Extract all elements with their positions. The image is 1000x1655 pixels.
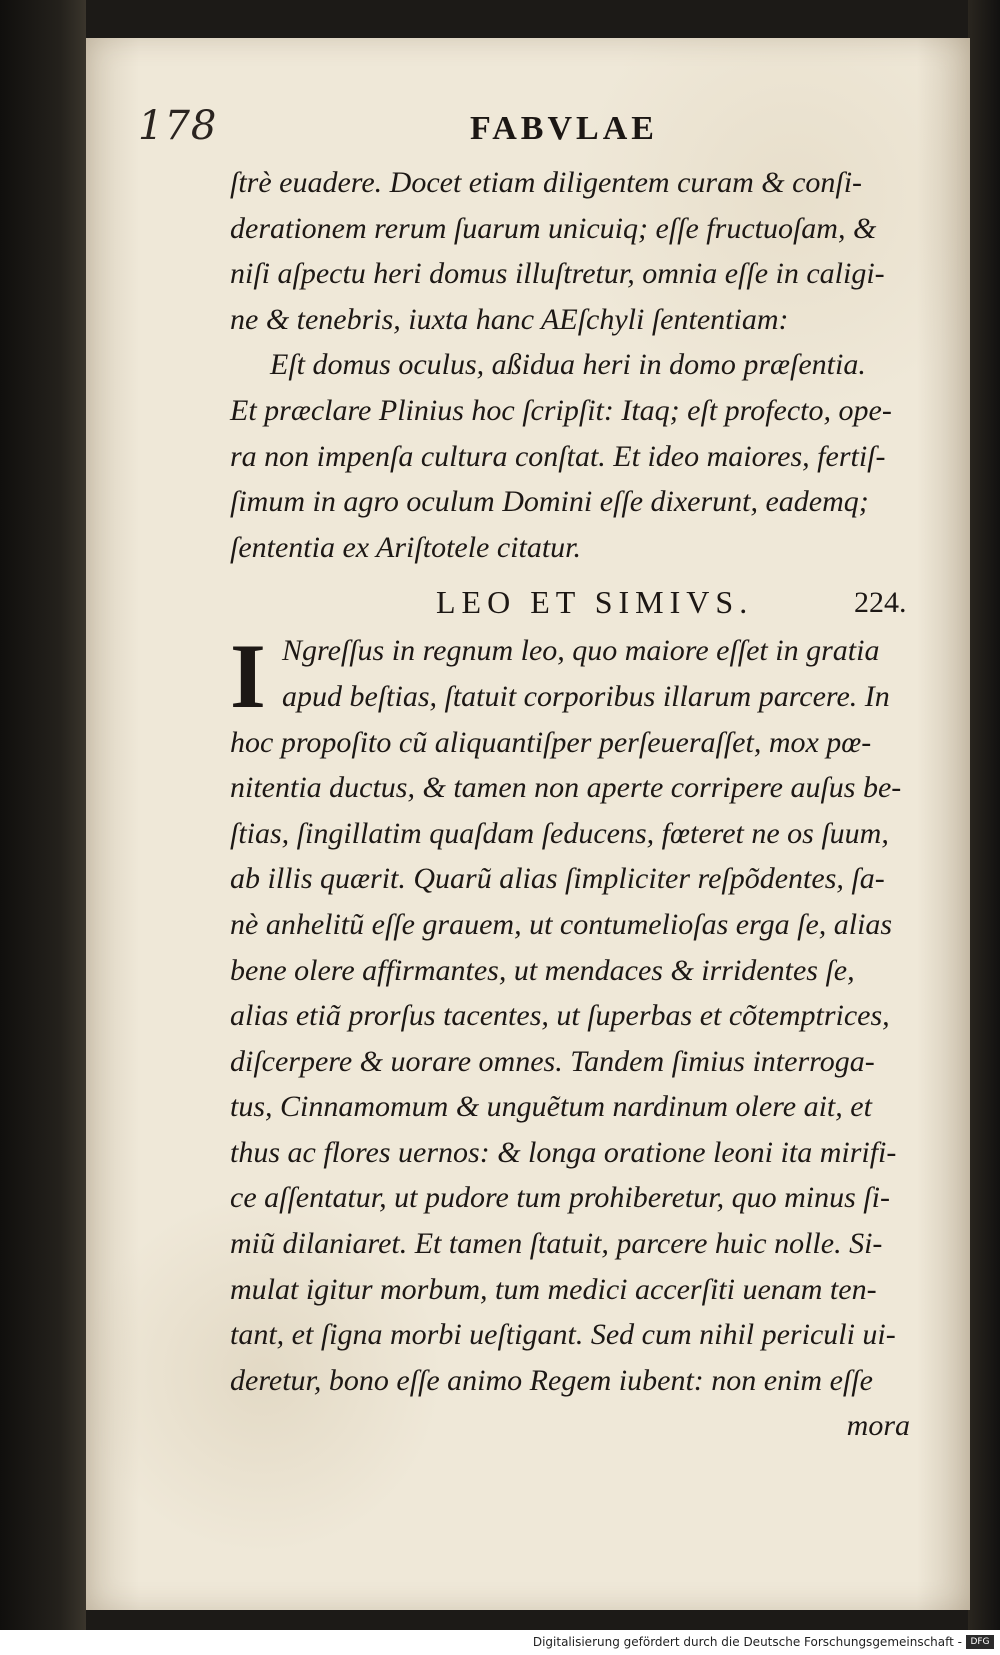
text-line: miũ dilaniaret. Et tamen ſtatuit, parcere huic nolle. Si- [230,1227,883,1261]
section-title: LEO ET SIMIVS. [436,584,754,621]
text-line: ſtias, ſingillatim quaſdam ſeducens, fœteret ne os ſuum, [230,816,889,850]
page-text [230,160,930,1449]
text-line: ſtrè euadere. Docet etiam diligentem curam & conſi- [230,166,863,199]
text-line: ſententia ex Ariſtotele citatur. [230,530,582,564]
catchword-row [230,1403,930,1449]
text-line: tus, Cinnamomum & unguẽtum nardinum olere ait, et [230,1090,872,1124]
text-line: ne & tenebris, iuxta hanc AEſchyli ſententiam: [230,302,789,336]
fable-number: 224. [854,586,907,620]
text-line: Ngreſſus in regnum leo, quo maiore eſſet in gratia [282,634,880,668]
text-line: hoc propoſito cũ aliquantiſper perſeueraſſet, mox pœ- [230,725,872,759]
catchword: mora [846,1409,910,1443]
drop-cap: I [230,625,266,728]
text-line: ce aſſentatur, ut pudore tum prohiberetur, quo minus ſi- [230,1181,890,1215]
text-line: deretur, bono eſſe animo Regem iubent: non enim eſſe [230,1363,873,1397]
text-line: tant, et ſigna morbi ueſtigant. Sed cum nihil periculi ui- [230,1318,896,1352]
text-line: bene olere affirmantes, ut mendaces & irridentes ſe, [230,953,855,987]
footer-credit: Digitalisierung gefördert durch die Deutsche Forschungsgemeinschaft - [532,1635,962,1649]
text-line: thus ac flores uernos: & longa oratione leoni ita mirifi- [230,1135,897,1169]
text-line: mulat igitur morbum, tum medici accerſiti uenam ten- [230,1272,877,1306]
text-line: ſimum in agro oculum Domini eſſe dixerunt, eademq; [230,485,869,519]
dfg-logo-icon: DFG [966,1635,994,1649]
text-line: nitentia ductus, & tamen non aperte corripere auſus be- [230,771,902,805]
scan-background-left [0,0,86,1655]
text-line: apud beſtias, ſtatuit corporibus illarum parcere. In [282,679,890,713]
text-line: ra non impenſa cultura conſtat. Et ideo maiores, fertiſ- [230,439,886,473]
quote-line: Eſt domus oculus, aßidua heri in domo præſentia. [270,348,866,382]
text-line: diſcerpere & uorare omnes. Tandem ſimius interroga- [230,1044,875,1078]
text-line: niſi aſpectu heri domus illuſtretur, omnia eſſe in caligi- [230,257,885,291]
running-head: FABVLAE [470,110,658,147]
fable-text [230,625,930,1449]
text-line: Et præclare Plinius hoc ſcripſit: Itaq; eſt profecto, ope- [230,393,892,427]
digitization-footer [0,1630,1000,1655]
page-number: 178 [138,103,218,149]
section-heading [230,572,930,628]
text-line: derationem rerum ſuarum unicuiq; eſſe fructuoſam, & [230,211,877,245]
scan-background-right [968,0,1000,1630]
text-line: alias etiã prorſus tacentes, ut ſuperbas et cõtemptrices, [230,999,890,1033]
text-line: nè anhelitũ eſſe grauem, ut contumelioſas erga ſe, alias [230,907,893,941]
text-line: ab illis quærit. Quarũ alias ſimpliciter reſpõdentes, ſa- [230,862,885,896]
